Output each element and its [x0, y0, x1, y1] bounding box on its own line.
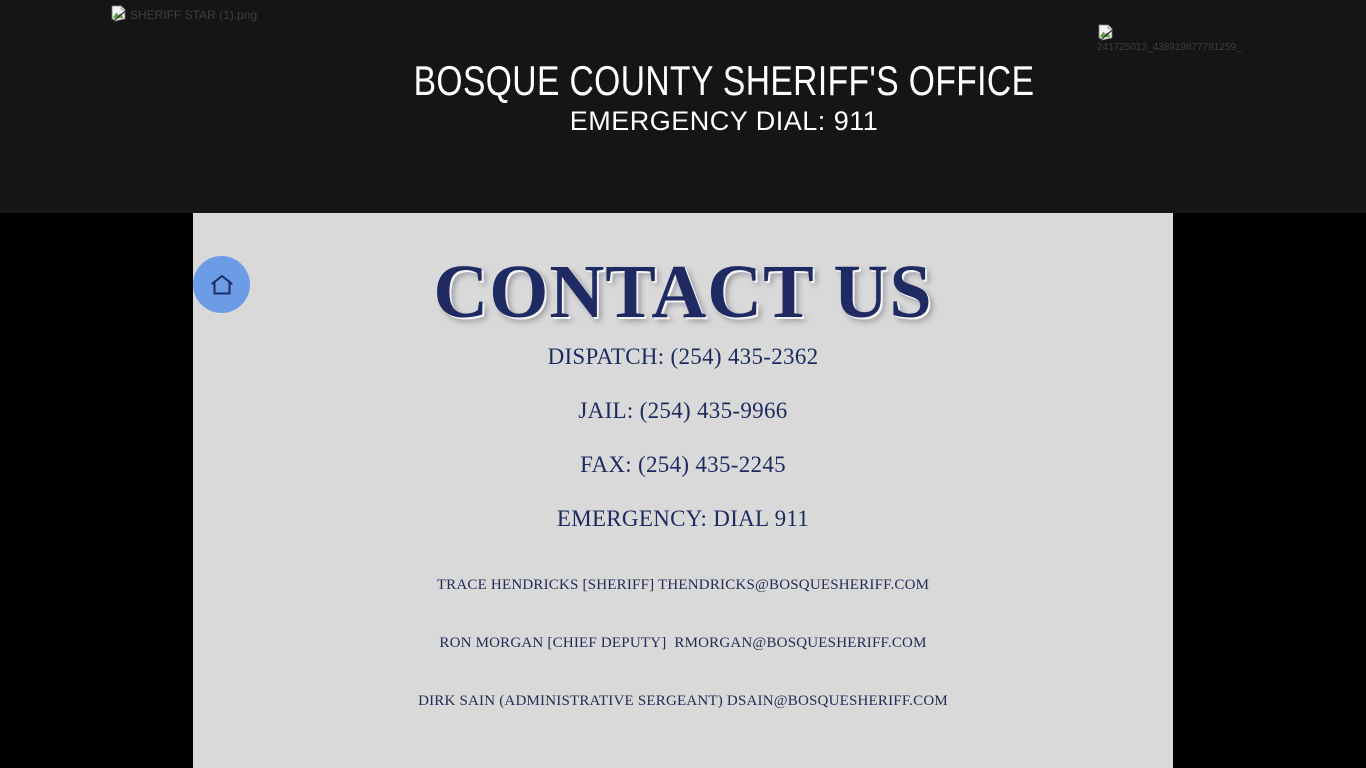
header-text-block: [0, 57, 1366, 136]
dispatch-phone-line: DISPATCH: (254) 435-2362: [547, 344, 819, 370]
photo-broken-image: [1097, 24, 1257, 53]
admin-sergeant-contact-line: DIRK SAIN (ADMINISTRATIVE SERGEANT) DSAIN@BOSQUESHERIFF.COM: [418, 693, 948, 710]
site-header: [0, 0, 1366, 213]
content-panel: [193, 213, 1173, 768]
home-button[interactable]: [193, 256, 250, 313]
image-alt-text: SHERIFF STAR (1).png: [130, 8, 258, 22]
fax-phone-line: FAX: (254) 435-2245: [580, 452, 786, 478]
image-alt-text: 241725013_438919877781259_: [1097, 42, 1242, 53]
contact-title: CONTACT US: [433, 250, 933, 334]
home-icon: [209, 273, 235, 297]
site-subtitle: EMERGENCY DIAL: 911: [569, 106, 879, 136]
broken-image-icon: [110, 5, 127, 22]
broken-image-icon: [1097, 24, 1114, 41]
sheriff-contact-line: TRACE HENDRICKS [SHERIFF] THENDRICKS@BOSQUESHERIFF.COM: [436, 577, 930, 594]
jail-phone-line: JAIL: (254) 435-9966: [578, 398, 788, 424]
emergency-line: EMERGENCY: DIAL 911: [556, 506, 810, 532]
sheriff-star-broken-image: [110, 5, 257, 22]
site-title: BOSQUE COUNTY SHERIFF'S OFFICE: [413, 57, 1035, 104]
chief-deputy-contact-line: RON MORGAN [CHIEF DEPUTY] RMORGAN@BOSQUESHERIFF.COM: [439, 635, 927, 652]
